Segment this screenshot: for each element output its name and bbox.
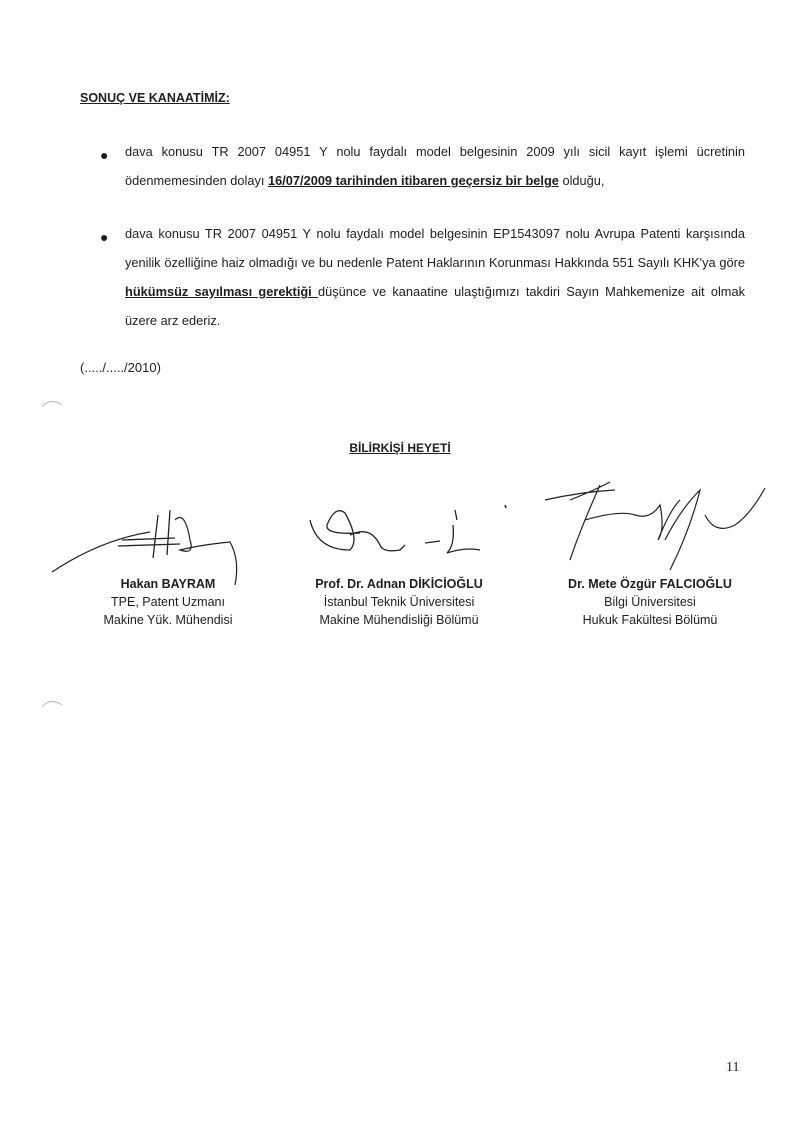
expert-name: Prof. Dr. Adnan DİKİCİOĞLU bbox=[315, 577, 483, 591]
expert-name: Hakan BAYRAM bbox=[120, 577, 216, 591]
expert-signature-block-2 bbox=[279, 575, 519, 629]
item-2-emphasis: hükümsüz sayılması gerektiği bbox=[125, 284, 318, 299]
expert-institution: Bilgi Üniversitesi bbox=[604, 595, 696, 609]
date-line: (...../...../2010) bbox=[80, 360, 161, 375]
page-number: 11 bbox=[726, 1060, 740, 1075]
item-2-text: dava konusu TR 2007 04951 Y nolu faydalı model belgesinin EP1543097 nolu Avrupa Patenti karşısında yenilik özelliğine haiz olmadığı ve bu nedenle Patent Haklarının Korunması Hakkında 551 Sayılı KHK'ya göre bbox=[125, 226, 745, 270]
signature-adnan-dikicioglu bbox=[305, 495, 525, 575]
expert-department: Hukuk Fakültesi Bölümü bbox=[582, 613, 718, 627]
expert-institution: İstanbul Teknik Üniversitesi bbox=[323, 595, 475, 609]
item-1-text-end: olduğu, bbox=[558, 173, 605, 188]
hole-punch-mark bbox=[38, 695, 68, 725]
board-title: BİLİRKİŞİ HEYETİ bbox=[349, 441, 451, 455]
expert-name: Dr. Mete Özgür FALCIOĞLU bbox=[568, 577, 732, 591]
expert-title: TPE, Patent Uzmanı bbox=[111, 595, 225, 609]
bullet-icon: ● bbox=[100, 147, 109, 163]
item-1-text: dava konusu TR 2007 04951 Y nolu faydalı model belgesinin 2009 yılı sicil kayıt işlemi ücretinin ödenmemesinden dolayı bbox=[125, 144, 745, 188]
section-title: SONUÇ VE KANAATİMİZ: bbox=[80, 91, 230, 105]
expert-department: Makine Mühendisliği Bölümü bbox=[319, 613, 479, 627]
bullet-icon: ● bbox=[100, 229, 109, 245]
conclusion-item-1 bbox=[125, 137, 745, 195]
expert-signature-block-1 bbox=[48, 575, 288, 629]
hole-punch-mark bbox=[38, 395, 68, 425]
expert-department: Makine Yük. Mühendisi bbox=[103, 613, 233, 627]
item-1-emphasis: 16/07/2009 tarihinden itibaren geçersiz bir belge bbox=[268, 173, 559, 188]
expert-signature-block-3 bbox=[530, 575, 770, 629]
conclusion-item-2 bbox=[125, 219, 745, 335]
item-2-text-end: düşünce ve kanaatine ulaştığımızı takdiri Sayın Mahkemenize ait olmak üzere arz ederiz. bbox=[125, 284, 745, 328]
signature-mete-ozgur-falcioglu bbox=[540, 470, 780, 580]
